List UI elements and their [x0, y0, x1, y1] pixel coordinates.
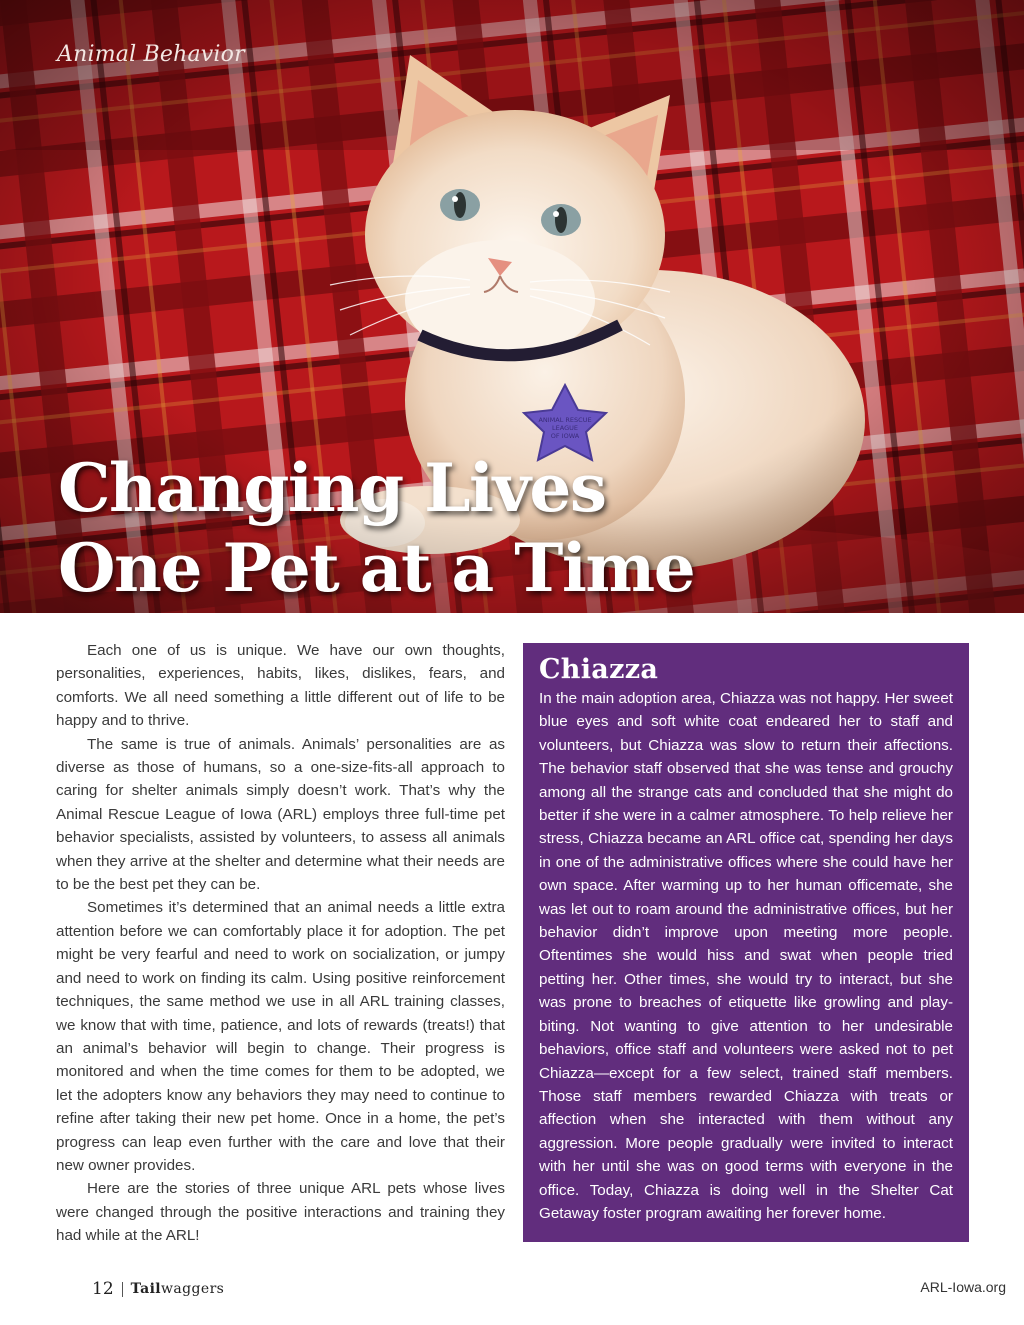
- article-paragraph: The same is true of animals. Animals’ personalities are as diverse as those of humans, so a one-size-fits-all approach to caring for shelter animals simply doesn’t work. That’s why the Animal Rescue League of Iowa (ARL) employs three full-time pet behavior specialists, assisted by volunteers, to assess all animals when they arrive at the shelter and determine what their needs are to be the best pet they can be.: [56, 735, 505, 894]
- article-paragraph: Here are the stories of three unique ARL pets whose lives were changed through the positive interactions and training they had while at the ARL!: [56, 1180, 505, 1245]
- page-number: 12: [92, 1279, 114, 1299]
- article-body: [56, 639, 505, 1248]
- sidebar-body: In the main adoption area, Chiazza was not happy. Her sweet blue eyes and soft white coat endeared her to staff and volunteers, but Chiazza was slow to return their affections. The behavior staff observed that she was tense and grouchy among all the strange cats and concluded that she might do better if she were in a calmer atmosphere. To help relieve her stress, Chiazza became an ARL office cat, spending her days in one of the administrative offices where she could have her own space. After warming up to her human officemate, she was let out to roam around the administrative offices, but her behavior didn’t improve upon meeting more people. Oftentimes she would hiss and swat when people tried petting her. Other times, she would try to interact, but she was prone to breaches of etiquette like growling and play-biting. Not wanting to give attention to her undesirable behaviors, office staff and volunteers were asked not to pet Chiazza—except for a few select, trained staff members. Those staff members rewarded Chiazza with treats or affection when she interacted with them without any aggression. More people gradually were invited to interact with her until she was on good terms with everyone in the office. Today, Chiazza is doing well in the Shelter Cat Getaway foster program awaiting her forever home.: [539, 690, 953, 1222]
- sidebar-heading: Chiazza: [539, 654, 659, 685]
- article-title-line-1: Changing Lives: [58, 449, 606, 527]
- article-title: [58, 448, 694, 608]
- brand-rest: waggers: [161, 1281, 225, 1297]
- hero-image-section: [0, 0, 1024, 613]
- article-paragraph: Sometimes it’s determined that an animal needs a little extra attention before we can comfortably place it for adoption. The pet might be very fearful and need to work on socialization, or jumpy and need to work on finding its calm. Using positive reinforcement techniques, the same method we use in all ARL training classes, we know that with time, patience, and lots of rewards (treats!) that an animal’s behavior will begin to change. Their progress is monitored and when the time comes for them to be adopted, we let the adopters know any behaviors they may need to continue to refine after taking their new pet home. Once in a home, the pet’s progress can leap even further with the care and love that their new owner provides.: [56, 899, 505, 1174]
- page-footer-left: [92, 1279, 224, 1299]
- article-title-line-2: One Pet at a Time: [58, 529, 695, 607]
- chiazza-story-sidebar: [523, 643, 969, 1242]
- section-label: Animal Behavior: [57, 42, 245, 67]
- footer-divider: [122, 1282, 123, 1297]
- website-url[interactable]: ARL-Iowa.org: [920, 1279, 1006, 1295]
- brand-bold: Tail: [130, 1281, 162, 1297]
- magazine-brand: [131, 1281, 225, 1297]
- article-paragraph: Each one of us is unique. We have our own thoughts, personalities, experiences, habits, likes, dislikes, fears, and comforts. We all need something a little different out of life to be happy and to thrive.: [56, 642, 505, 730]
